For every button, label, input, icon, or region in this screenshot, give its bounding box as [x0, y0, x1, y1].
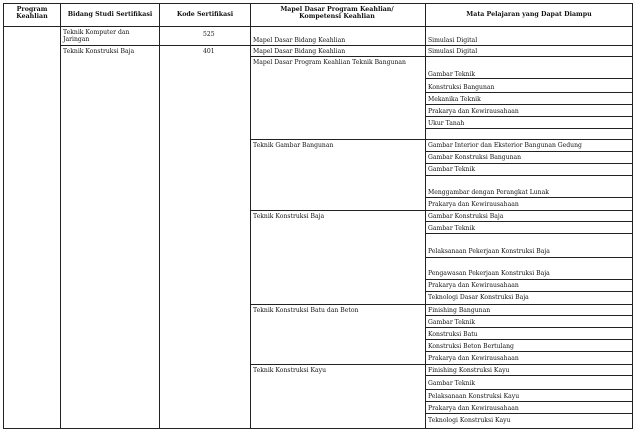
mata-pelajaran-cell: Konstruksi Batu [428, 331, 478, 338]
mata-pelajaran-cell: Gambar Teknik [428, 380, 476, 387]
mata-pelajaran-cell: Pelaksanaan Pekerjaan Konstruksi Baja [428, 248, 550, 255]
header-mata-pelajaran: Mata Pelajaran yang Dapat Diampu [466, 11, 592, 18]
mata-pelajaran-cell: Prakarya dan Kewirausahaan [428, 201, 519, 208]
table-border-top [3, 3, 633, 4]
mata-pelajaran-cell: Teknologi Konstruksi Kayu [428, 417, 511, 424]
table-border-bottom [3, 428, 633, 429]
mapel-dasar-cell: Teknik Konstruksi Batu dan Beton [253, 307, 359, 314]
cell-divider [425, 128, 633, 129]
cell-divider [425, 197, 633, 198]
cell-divider [425, 163, 633, 164]
mata-pelajaran-cell: Gambar Teknik [428, 225, 476, 232]
mata-pelajaran-cell: Simulasi Digital [428, 48, 478, 55]
mapel-dasar-cell: Mapel Dasar Bidang Keahlian [253, 48, 346, 55]
cell-divider [425, 104, 633, 105]
mata-pelajaran-cell: Teknologi Dasar Konstruksi Baja [428, 294, 529, 301]
header-divider [3, 26, 633, 27]
kode-sertifikasi-cell: 525 [203, 31, 215, 38]
cell-divider [425, 233, 633, 234]
mata-pelajaran-cell: Simulasi Digital [428, 37, 478, 44]
mapel-dasar-cell: Teknik Konstruksi Kayu [253, 367, 327, 374]
row-divider [250, 139, 633, 140]
cell-divider [425, 401, 633, 402]
cell-divider [425, 279, 633, 280]
row-divider [60, 45, 633, 46]
mata-pelajaran-cell: Gambar Konstruksi Bangunan [428, 154, 522, 161]
header-kode-sertifikasi: Kode Sertifikasi [176, 11, 234, 18]
mata-pelajaran-cell: Prakarya dan Kewirausahaan [428, 282, 519, 289]
cell-divider [425, 175, 633, 176]
mata-pelajaran-cell: Ukur Tanah [428, 120, 465, 127]
cell-divider [425, 339, 633, 340]
header-bidang-studi: Bidang Studi Sertifikasi [67, 11, 153, 18]
cell-divider [425, 291, 633, 292]
mata-pelajaran-cell: Prakarya dan Kewirausahaan [428, 405, 519, 412]
mata-pelajaran-cell: Gambar Teknik [428, 319, 476, 326]
mata-pelajaran-cell: Gambar Teknik [428, 166, 476, 173]
mapel-dasar-cell: Teknik Gambar Bangunan [253, 142, 334, 149]
column-divider [250, 3, 251, 429]
mata-pelajaran-cell: Gambar Interior dan Eksterior Bangunan Gedung [428, 142, 582, 149]
header-mapel-dasar: Mapel Dasar Program Keahlian/ Kompetensi Keahlian [280, 6, 394, 20]
cell-divider [425, 78, 633, 79]
header-program-keahlian: Program Keahlian [16, 6, 48, 20]
cell-divider [425, 389, 633, 390]
cell-divider [425, 151, 633, 152]
cell-divider [425, 413, 633, 414]
mapel-dasar-cell: Teknik Konstruksi Baja [253, 213, 325, 220]
mata-pelajaran-cell: Mekanika Teknik [428, 96, 481, 103]
row-divider [250, 304, 633, 305]
mata-pelajaran-cell: Konstruksi Beton Bertulang [428, 343, 514, 350]
mata-pelajaran-cell: Konstruksi Bangunan [428, 84, 495, 91]
cell-divider [425, 116, 633, 117]
mata-pelajaran-cell: Prakarya dan Kewirausahaan [428, 108, 519, 115]
row-divider [250, 364, 633, 365]
mata-pelajaran-cell: Gambar Teknik [428, 71, 476, 78]
bidang-studi-cell: Teknik Komputer dan Jaringan [63, 29, 130, 43]
cell-divider [425, 257, 633, 258]
cell-divider [425, 92, 633, 93]
column-divider [60, 3, 61, 429]
cell-divider [425, 315, 633, 316]
column-divider [425, 3, 426, 429]
cell-divider [425, 351, 633, 352]
mata-pelajaran-cell: Finishing Konstruksi Kayu [428, 367, 510, 374]
mapel-dasar-cell: Mapel Dasar Program Keahlian Teknik Bangunan [253, 59, 406, 66]
mata-pelajaran-cell: Menggambar dengan Perangkat Lunak [428, 189, 549, 196]
table-border-left [3, 3, 4, 429]
cell-divider [425, 221, 633, 222]
mata-pelajaran-cell: Finishing Bangunan [428, 307, 491, 314]
mata-pelajaran-cell: Pelaksanaan Konstruksi Kayu [428, 393, 520, 400]
column-divider [159, 3, 160, 429]
mapel-dasar-cell: Mapel Dasar Bidang Keahlian [253, 37, 346, 44]
mata-pelajaran-cell: Gambar Konstruksi Baja [428, 213, 504, 220]
mata-pelajaran-cell: Prakarya dan Kewirausahaan [428, 355, 519, 362]
cell-divider [425, 375, 633, 376]
mata-pelajaran-cell: Pengawasan Pekerjaan Konstruksi Baja [428, 270, 550, 277]
bidang-studi-cell: Teknik Konstruksi Baja [63, 48, 135, 55]
row-divider [250, 56, 633, 57]
kode-sertifikasi-cell: 401 [203, 48, 215, 55]
table-border-right [632, 3, 633, 429]
row-divider [250, 210, 633, 211]
cell-divider [425, 327, 633, 328]
